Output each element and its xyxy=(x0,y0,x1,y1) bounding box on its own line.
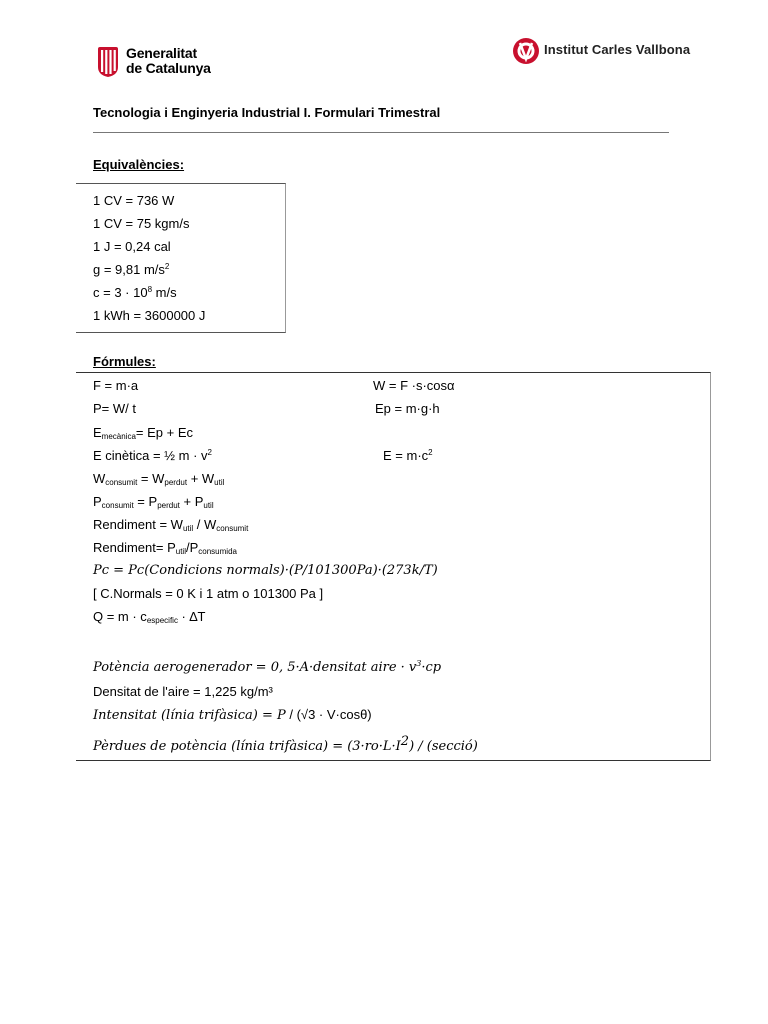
p-util-sub: util xyxy=(203,501,214,510)
equiv-light-base: c = 3 · 10 xyxy=(93,285,148,300)
rend2-util-sub: util xyxy=(175,547,186,556)
formulas-heading: Fórmules: xyxy=(93,354,156,369)
equiv-gravity-exp: 2 xyxy=(164,262,170,271)
p-consumit-sub: consumit xyxy=(101,501,134,510)
aero-part2: ·cp xyxy=(421,660,442,675)
w-symbol: W xyxy=(93,471,106,486)
formula-pressure-correction: Pc = Pc(Condicions normals)·(P/101300Pa)·(273k/T) xyxy=(93,563,438,578)
equiv-light-speed xyxy=(93,285,177,300)
formula-line-current xyxy=(93,707,372,723)
formula-potential-energy: Ep = m·g·h xyxy=(375,401,440,416)
equivalences-heading: Equivalències: xyxy=(93,157,185,172)
generalitat-name-line1: Generalitat xyxy=(126,45,197,61)
equiv-light-unit: m/s xyxy=(152,285,177,300)
losses-rhs: ) / (secció) xyxy=(409,739,478,754)
losses-lhs: Pèrdues de potència (línia trifàsica) = (3·ro·L·I xyxy=(93,739,401,754)
w-perdut-sub: perdut xyxy=(164,478,188,487)
w-eq: = W xyxy=(137,471,165,486)
rend2-consumida-sub: consumida xyxy=(198,547,237,556)
equiv-kwh: 1 kWh = 3600000 J xyxy=(93,308,206,323)
heat-sub: especific xyxy=(146,616,178,625)
w-util-sub: util xyxy=(214,478,225,487)
heat-rest: · ∆T xyxy=(177,609,206,624)
equiv-gravity-base: g = 9,81 m/s xyxy=(93,262,165,277)
formula-efficiency-work xyxy=(93,517,248,533)
equiv-cv-watts: 1 CV = 736 W xyxy=(93,193,175,208)
formula-power: P= W/ t xyxy=(93,401,136,416)
formula-normal-conditions: [ C.Normals = 0 K i 1 atm o 101300 Pa ] xyxy=(93,586,324,601)
einstein-base: E = m·c xyxy=(383,448,429,463)
formula-force: F = m·a xyxy=(93,378,139,393)
formula-heat xyxy=(93,609,205,625)
equiv-light-exp: 8 xyxy=(147,285,153,294)
p-symbol: P xyxy=(93,494,102,509)
formula-kinetic-energy xyxy=(93,448,212,463)
rend1-label: Rendiment = W xyxy=(93,517,183,532)
kinetic-base: E cinètica = ½ m · v xyxy=(93,448,208,463)
w-consumit-sub: consumit xyxy=(105,478,138,487)
equivalences-box xyxy=(76,183,286,333)
formula-wind-turbine-power xyxy=(93,659,441,675)
document-title: Tecnologia i Enginyeria Industrial I. Formulari Trimestral xyxy=(93,105,441,120)
kinetic-exp: 2 xyxy=(207,448,212,457)
formula-power-balance xyxy=(93,494,214,510)
institut-name: Institut Carles Vallbona xyxy=(544,42,691,57)
p-perdut-sub: perdut xyxy=(157,501,180,510)
mech-subscript: mecànica xyxy=(101,432,136,441)
generalitat-name-line2: de Catalunya xyxy=(126,59,211,76)
generalitat-emblem-icon xyxy=(96,47,120,77)
mech-rest: = Ep + Ec xyxy=(135,425,194,440)
formula-mechanical-energy xyxy=(93,425,193,441)
formula-air-density: Densitat de l'aire = 1,225 kg/m³ xyxy=(93,684,273,699)
heat-label: Q = m · c xyxy=(93,609,147,624)
intensity-lhs: Intensitat (línia trifàsica) = P xyxy=(93,708,286,723)
formula-work-balance xyxy=(93,471,224,487)
p-plus: + P xyxy=(179,494,204,509)
institut-logo xyxy=(512,36,702,66)
formula-line-losses xyxy=(93,734,478,754)
formula-einstein xyxy=(383,448,433,463)
rend1-div: / W xyxy=(193,517,217,532)
institut-emblem-icon xyxy=(512,37,540,65)
formula-efficiency-power xyxy=(93,540,237,556)
p-eq: = P xyxy=(133,494,158,509)
aero-exp: 3 xyxy=(416,659,422,668)
losses-exp: 2 xyxy=(400,734,410,749)
title-divider xyxy=(93,132,669,133)
w-plus: + W xyxy=(187,471,215,486)
rend1-util-sub: util xyxy=(182,524,194,533)
generalitat-wordmark xyxy=(126,46,211,75)
generalitat-logo xyxy=(96,46,226,80)
mech-symbol: E xyxy=(93,425,102,440)
rend2-div: /P xyxy=(185,540,199,555)
formula-work: W = F ·s·cosα xyxy=(373,378,455,393)
formulas-box xyxy=(76,372,711,761)
einstein-exp: 2 xyxy=(428,448,433,457)
equiv-gravity xyxy=(93,262,169,277)
equiv-cv-kgm: 1 CV = 75 kgm/s xyxy=(93,216,190,231)
intensity-rhs: / (√3 · V·cosθ) xyxy=(285,707,372,722)
rend1-consumit-sub: consumit xyxy=(216,524,249,533)
rend2-label: Rendiment= P xyxy=(93,540,176,555)
aero-part1: Potència aerogenerador = 0, 5·A·densitat aire · v xyxy=(93,660,417,675)
equiv-joule-cal: 1 J = 0,24 cal xyxy=(93,239,171,254)
